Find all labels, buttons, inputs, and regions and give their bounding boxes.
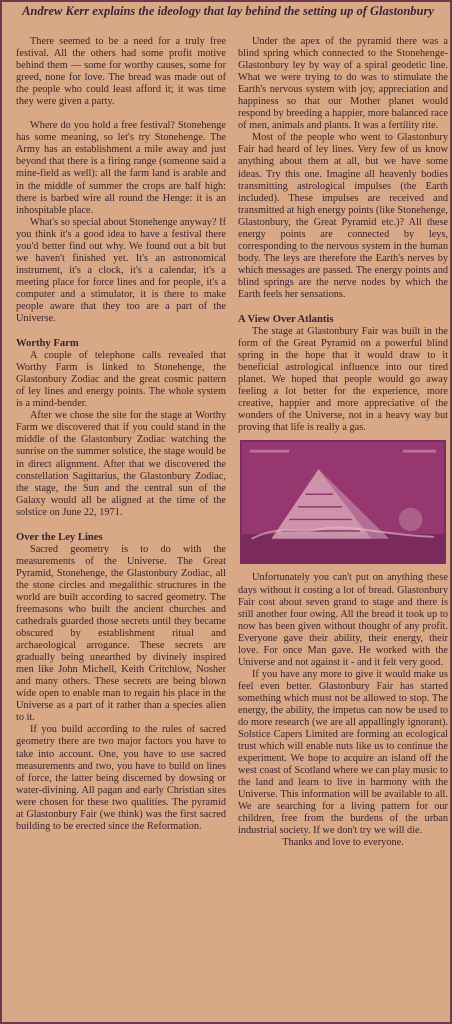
paragraph: Most of the people who went to Glastonbury Fair had heard of ley lines. Very few of us know anything about them at all, but we have some ideas. Try this one. Imagine all heavenly bodies transmitting astrological impulses (the Earth included). These impulses are received and transmitted at high energy points (like Stonehenge, Glastonbury, the Great Pyramid etc.)? All these energy points are connected by leys, corresponding to the nervous system in the human body. The leys are therefore the Earth's nerves by which messages are passed. The energy points and blind springs are the nerve nodes by which the Earth feels her sensations. [238,132,448,300]
paragraph: If you have any more to give it would make us feel even better. Glastonbury Fair has started something which must not be allowed to stop. The energy, the ability, the impetus can now be used to do more research (we are all appallingly ignorant). Solstice Capers Limited are forming an ecological trust which will enable nuts like us to continue the experiment. We hope to acquire an island off the west coast of Scotland where we can play music to the land and learn to live in harmony with the Universe. This information will be available to all. We are searching for a living pattern for our children, free from the burdens of the urban industrial society. If we don't try we will die. [238,668,448,837]
right-column [238,36,448,850]
closing-line: Thanks and love to everyone. [282,837,404,849]
right-column-top [238,36,448,434]
pyramid-stage-photo [240,440,446,564]
paragraph: The stage at Glastonbury Fair was built in the form of the Great Pyramid on a powerful blind spring in the hope that it would draw to it beneficial astrological influence into our tired planet. We hoped that people would go away feeling a lot better for the experience, more creative, happier and more appreciative of the wonders of the Universe, not in a heavy way but proving that life is really a gas. [238,326,448,434]
paragraph: Sacred geometry is to do with the measurements of the Universe. The Great Pyramid, Stonehenge, the Glastonbury Zodiac, all the stone circles and megalithic structures in the world are built according to sacred geometry. The freemasons who built the ancient churches and cathedrals guarded those secrets until they became obscured by establishment ritual and archaeological arrogance. These secrets are gradually being unearthed by divinely inspired men like John Michell, Keith Critchlow, Nosher and many others. These secrets are being blown wide open to enable man to regain his place in the Universe as a part of it rather than a species alien to it. [16,543,226,724]
paragraph: After we chose the site for the stage at Worthy Farm we discovered that if you could stand in the middle of the Glastonbury Zodiac watching the sunrise on the summer solstice, the stage would be in direct alignment. After that we discovered the constellation Sagittarius, the Glastonbury Zodiac, the stage, the Sun and the central sun of the Galaxy would all be aligned at the time of the solstice on June 22, 1971. [16,410,226,518]
paragraph: Where do you hold a free festival? Stonehenge has some meaning, so let's try Stonehenge. The Army has an establishment a mile away and just beyond that there is a firing range (someone said a mine-field as well): all the farm land is arable and in the middle of summer the crops are half high: there is barbed wire all round the Henge: it is an inhospitable place. [16,120,226,216]
paragraph: Unfortunately you can't put on anything these days without it costing a lot of bread. Glastonbury Fair cost about seven grand to stage and there is still another four owing. All the bread it took up to now has been given without thought of any profit. Everyone gave their ability, their energy, their love. For once Man gave. He worked with the Universe and not against it - and it felt very good. [238,572,448,668]
paragraph: A couple of telephone calls revealed that Worthy Farm is linked to Stonehenge, the Glastonbury Zodiac and the great cosmic pattern of ley lines and energy points. The whole system is a mind-bender. [16,350,226,410]
paragraph: There seemed to be a need for a truly free festival. All the others had some profit motive behind them — some for worthy causes, some for greed, none for love. The bread was made out of the people who could least afford it; it was time they were given a party. [16,36,226,108]
headline: Andrew Kerr explains the ideology that lay behind the setting up of Glastonbury [22,4,434,18]
right-column-bottom [238,572,448,849]
paragraph: Under the apex of the pyramid there was a blind spring which connected to the Stonehenge-Glastonbury ley by way of a spiral geodetic line. What we were trying to do was to stimulate the Earth's nervous system with joy, appreciation and happiness so that our Mother planet would respond by breeding a happier, more balanced race of men, animals and plants. It was a fertility rite. [238,36,448,132]
section-heading: Worthy Farm [16,338,79,350]
section-heading: A View Over Atlantis [238,314,334,326]
paragraph: If you build according to the rules of sacred geometry there are two major factors you have to take into account. One, you have to use sacred measurements and two, you have to build on lines of force, the latter being discerned by dowsing or water-divining. All pagan and early Christian sites were chosen for these two qualities. The pyramid at Glastonbury Fair (we think) was the first sacred building to be erected since the Reformation. [16,724,226,832]
paragraph: What's so special about Stonehenge anyway? If you think it's a good idea to have a festival there you'd better find out why. We found out a bit but we haven't finished yet. It's an astronomical instrument, it's a clock, it's a calendar, it's a meeting place for force lines and for people, it's a computer and a stimulator, it is there to make people aware that they too are a part of the Universe. [16,216,226,325]
left-column [16,36,226,833]
section-heading: Over the Ley Lines [16,531,103,543]
